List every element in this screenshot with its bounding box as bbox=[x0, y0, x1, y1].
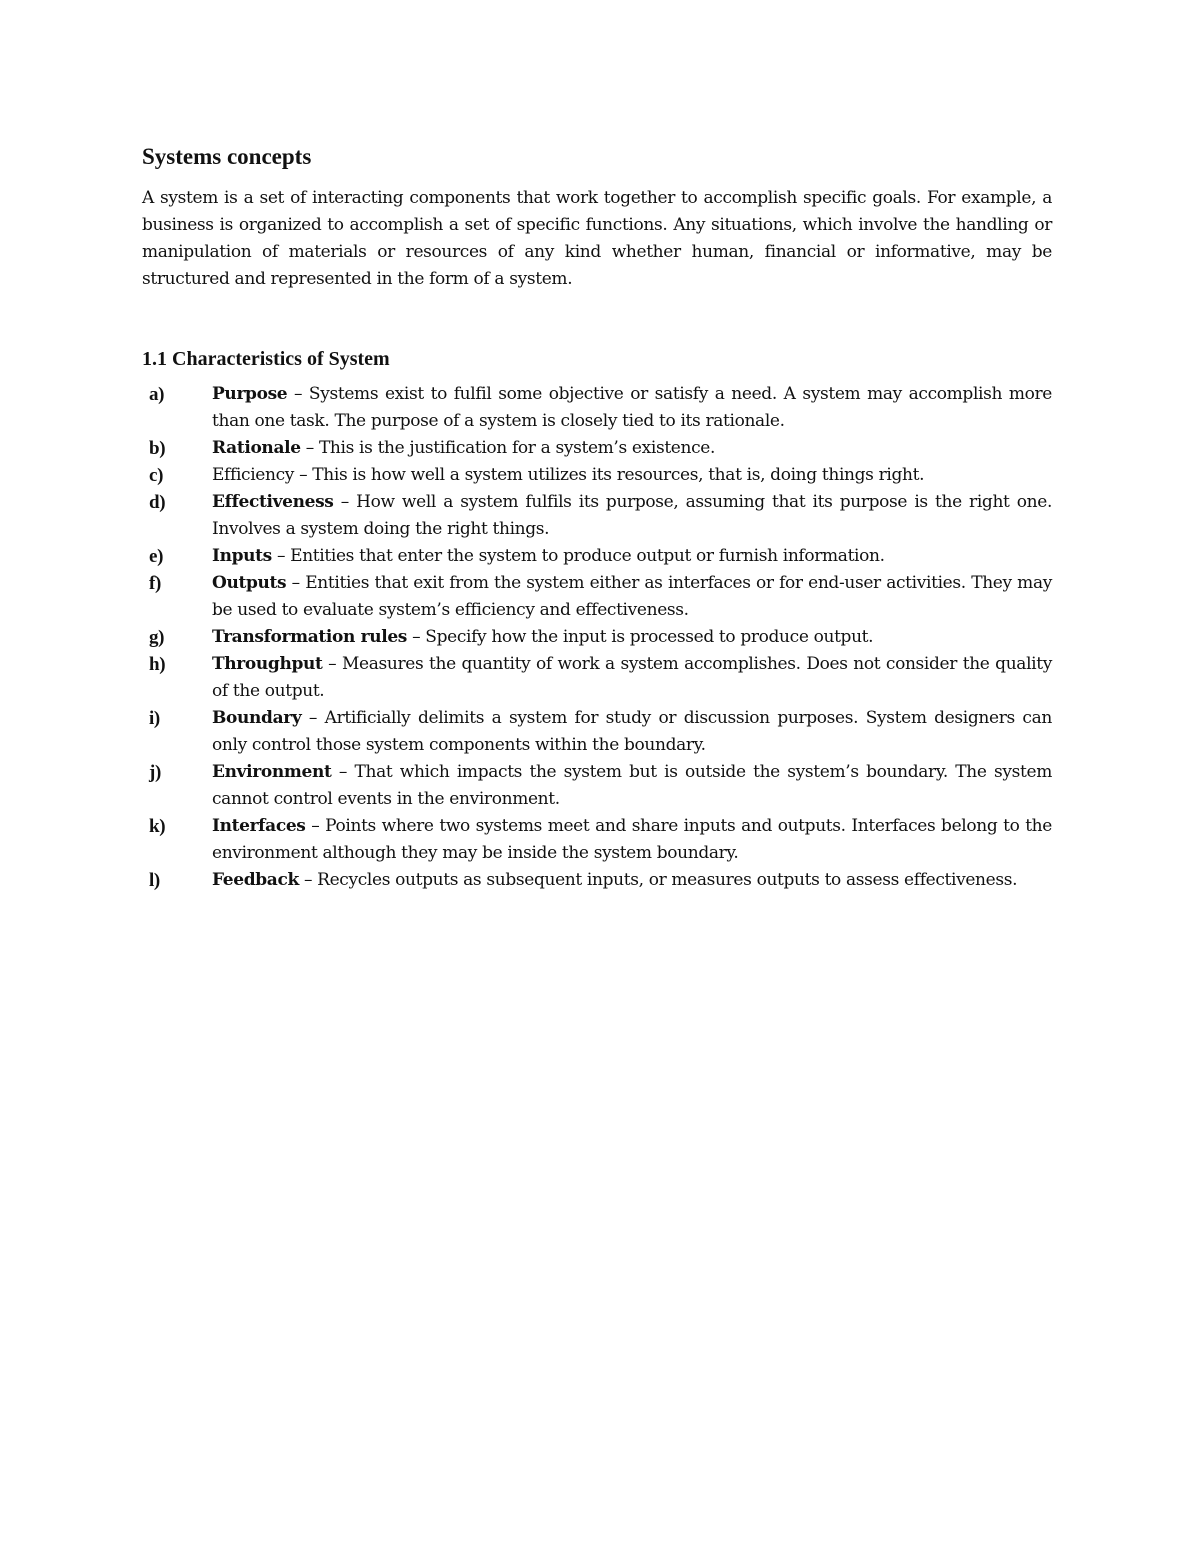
list-item-text: – Recycles outputs as subsequent inputs, or measures outputs to assess effectiveness. bbox=[298, 870, 1018, 890]
list-item-term: Throughput bbox=[212, 654, 323, 674]
list-marker: a) bbox=[149, 384, 165, 405]
list-item-body bbox=[212, 705, 1052, 759]
section-title: 1.1 Characteristics of System bbox=[142, 348, 390, 370]
characteristics-list bbox=[142, 381, 1052, 894]
list-item-text: – That which impacts the system but is outside the system’s boundary. The system cannot control events in the environment. bbox=[212, 762, 1052, 809]
list-item-text: – Systems exist to fulfil some objective or satisfy a need. A system may accomplish more than one task. The purpose of a system is closely tied to its rationale. bbox=[212, 384, 1052, 431]
list-item bbox=[142, 570, 1052, 624]
list-item bbox=[142, 813, 1052, 867]
list-item-term: Effectiveness bbox=[212, 492, 334, 512]
list-item-term: Interfaces bbox=[212, 816, 306, 836]
list-marker: d) bbox=[149, 492, 166, 513]
list-item-body bbox=[212, 651, 1052, 705]
list-item bbox=[142, 651, 1052, 705]
list-item-text: – Artificially delimits a system for study or discussion purposes. System designers can only control those system components within the boundary. bbox=[212, 708, 1052, 755]
list-item-term: Inputs bbox=[212, 546, 272, 566]
list-item-term: Transformation rules bbox=[212, 627, 408, 647]
list-item-body bbox=[212, 624, 1052, 651]
list-item-text: – Entities that enter the system to produce output or furnish information. bbox=[271, 546, 885, 566]
list-item-body bbox=[212, 813, 1052, 867]
list-item bbox=[142, 462, 1052, 489]
list-marker: h) bbox=[149, 654, 166, 675]
list-item-body bbox=[212, 381, 1052, 435]
list-item-text: – Points where two systems meet and share inputs and outputs. Interfaces belong to the environment although they may be inside the system boundary. bbox=[212, 816, 1052, 863]
document-page bbox=[142, 143, 1052, 894]
document-title: Systems concepts bbox=[142, 144, 312, 169]
list-item bbox=[142, 624, 1052, 651]
list-marker: i) bbox=[149, 708, 160, 729]
list-item bbox=[142, 381, 1052, 435]
list-item-body bbox=[212, 462, 1052, 489]
list-item bbox=[142, 867, 1052, 894]
list-item-text: – Entities that exit from the system either as interfaces or for end-user activities. They may be used to evaluate system’s efficiency and effectiveness. bbox=[212, 573, 1052, 620]
list-item-term: Purpose bbox=[212, 384, 288, 404]
list-item-text: Efficiency – This is how well a system utilizes its resources, that is, doing things right. bbox=[212, 465, 925, 485]
list-marker: e) bbox=[149, 546, 164, 567]
list-item-body bbox=[212, 867, 1052, 894]
list-item-term: Outputs bbox=[212, 573, 287, 593]
list-item-text: – How well a system fulfils its purpose, assuming that its purpose is the right one. Involves a system doing the right things. bbox=[212, 492, 1052, 539]
list-item-text: – This is the justification for a system’s existence. bbox=[300, 438, 716, 458]
list-item bbox=[142, 435, 1052, 462]
list-item-term: Environment bbox=[212, 762, 332, 782]
list-item-text: – Measures the quantity of work a system accomplishes. Does not consider the quality of the output. bbox=[212, 654, 1052, 701]
intro-paragraph: A system is a set of interacting components that work together to accomplish specific goals. For example, a business is organized to accomplish a set of specific functions. Any situations, which involve the handling or manipulation of materials or resources of any kind whether human, financial or informative, may be structured and represented in the form of a system. bbox=[142, 188, 1052, 289]
list-item-term: Rationale bbox=[212, 438, 301, 458]
list-marker: g) bbox=[149, 627, 165, 648]
list-item bbox=[142, 705, 1052, 759]
list-item-text: – Specify how the input is processed to produce output. bbox=[407, 627, 874, 647]
list-marker: l) bbox=[149, 870, 160, 891]
list-item-term: Feedback bbox=[212, 870, 299, 890]
list-marker: j) bbox=[149, 762, 161, 783]
list-item bbox=[142, 543, 1052, 570]
list-item-body bbox=[212, 543, 1052, 570]
list-item-body bbox=[212, 759, 1052, 813]
list-marker: k) bbox=[149, 816, 166, 837]
list-marker: f) bbox=[149, 573, 161, 594]
list-item bbox=[142, 489, 1052, 543]
list-item-term: Boundary bbox=[212, 708, 302, 728]
list-item-body bbox=[212, 435, 1052, 462]
list-marker: c) bbox=[149, 465, 164, 486]
list-item-body bbox=[212, 570, 1052, 624]
list-marker: b) bbox=[149, 438, 166, 459]
list-item bbox=[142, 759, 1052, 813]
list-item-body bbox=[212, 489, 1052, 543]
